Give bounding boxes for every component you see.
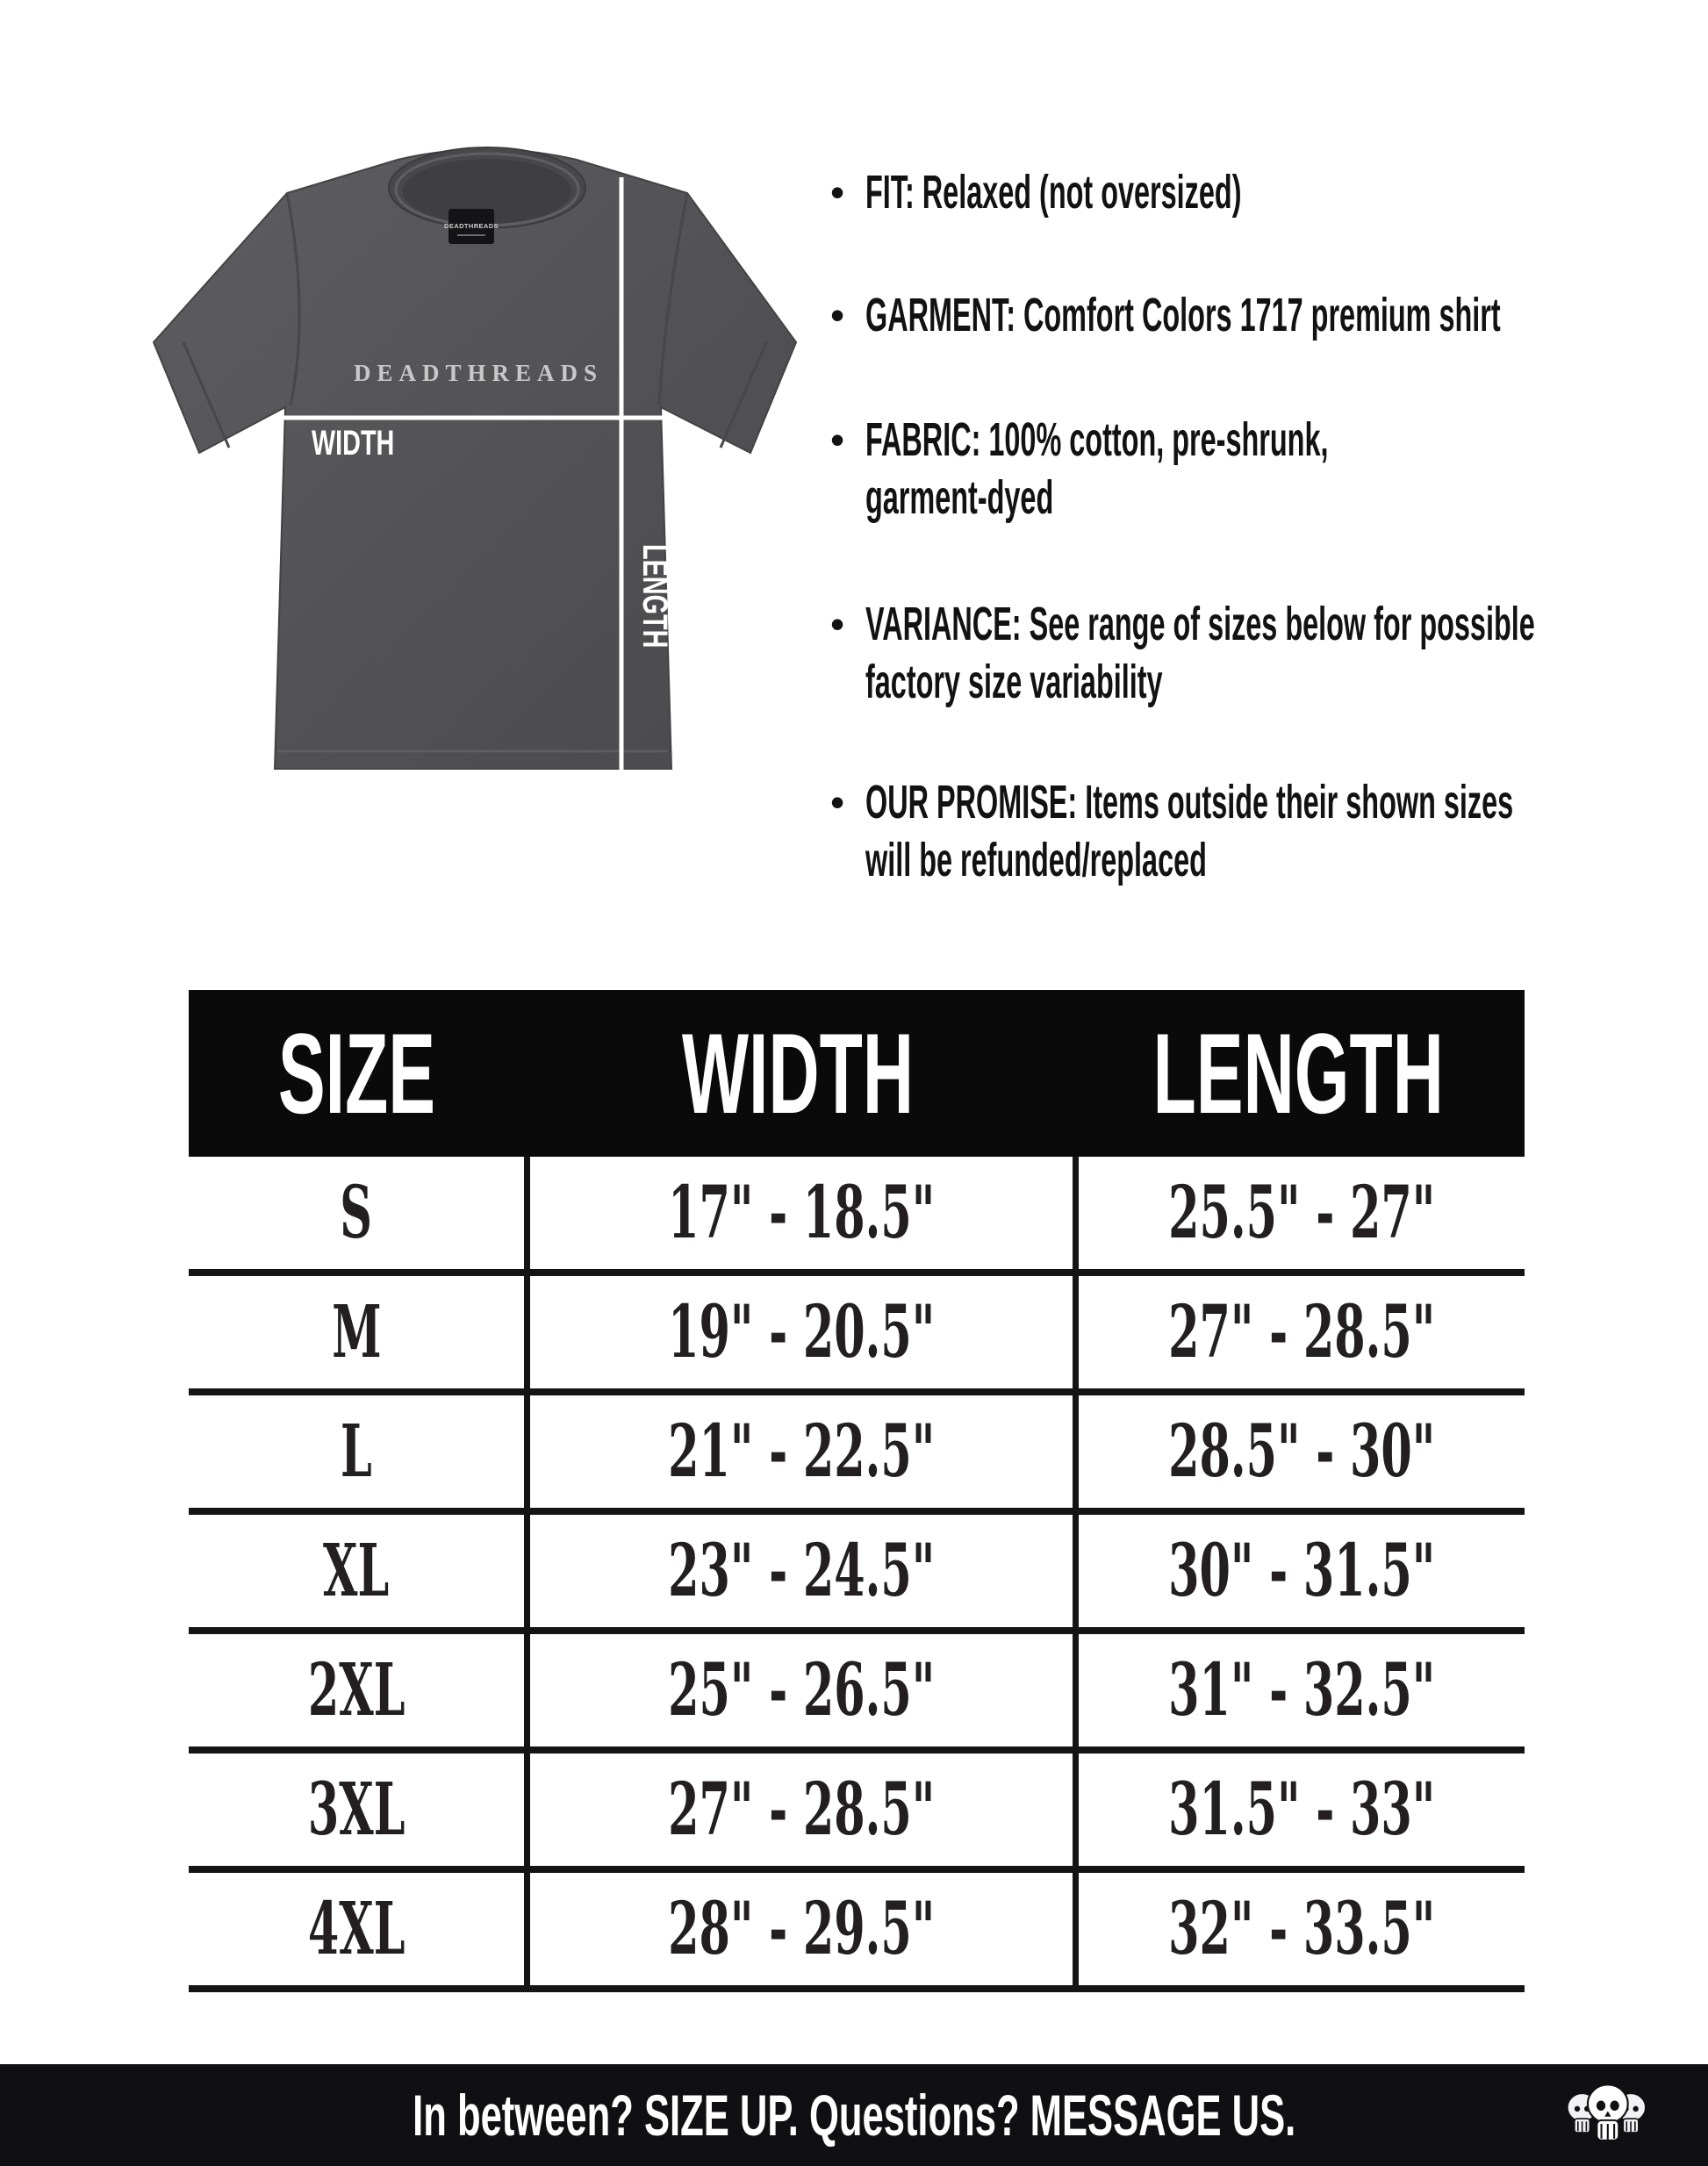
- cell-size: M: [331, 1290, 382, 1374]
- cell-width: 21" - 22.5": [524, 1395, 1073, 1508]
- spec-item-fit: [830, 163, 1492, 221]
- header-cell-length: LENGTH: [1152, 1009, 1445, 1137]
- table-row: [189, 1515, 1525, 1634]
- cell-size: 4XL: [307, 1887, 405, 1971]
- cell-length: 25.5" - 27": [1073, 1157, 1525, 1269]
- brand-print: DEADTHREADS: [353, 360, 604, 386]
- spec-text: OUR PROMISE: Items outside their shown sizes: [865, 776, 1514, 828]
- cell-width: 25" - 26.5": [524, 1634, 1073, 1746]
- tshirt-svg: [136, 112, 803, 795]
- bullet-icon: •: [830, 601, 845, 647]
- three-skulls-icon: [1562, 2075, 1654, 2155]
- table-row: [189, 1634, 1525, 1754]
- tshirt-graphic: [136, 112, 803, 795]
- bullet-icon: •: [830, 417, 845, 463]
- cell-width: 28" - 29.5": [524, 1873, 1073, 1985]
- spec-text: FIT: Relaxed (not oversized): [865, 166, 1242, 219]
- spec-text: garment-dyed: [865, 471, 1054, 524]
- cell-length: 30" - 31.5": [1073, 1515, 1525, 1627]
- table-row: [189, 1395, 1525, 1515]
- spec-item-variance: [830, 595, 1708, 711]
- cell-size: 2XL: [307, 1648, 405, 1732]
- cell-length: 31.5" - 33": [1073, 1754, 1525, 1866]
- cell-size: S: [340, 1171, 373, 1255]
- size-chart-table: [189, 990, 1525, 1992]
- table-row: [189, 1276, 1525, 1395]
- cell-size: 3XL: [307, 1768, 405, 1852]
- cell-size: L: [341, 1409, 372, 1494]
- footer-note: In between? SIZE UP. Questions? MESSAGE US.: [412, 2083, 1296, 2148]
- cell-length: 31" - 32.5": [1073, 1634, 1525, 1746]
- bullet-icon: •: [830, 169, 845, 215]
- spec-text: VARIANCE: See range of sizes below for possible: [865, 598, 1535, 650]
- cell-width: 17" - 18.5": [524, 1157, 1073, 1269]
- cell-length: 32" - 33.5": [1073, 1873, 1525, 1985]
- cell-width: 27" - 28.5": [524, 1754, 1073, 1866]
- cell-width: 19" - 20.5": [524, 1276, 1073, 1388]
- cell-size: XL: [323, 1529, 390, 1613]
- length-measure-label: LENGTH: [635, 544, 675, 649]
- spec-text: will be refunded/replaced: [865, 834, 1207, 886]
- bullet-icon: •: [830, 292, 845, 338]
- spec-item-garment: [830, 286, 1708, 344]
- spec-item-promise: [830, 773, 1708, 889]
- table-row: [189, 1157, 1525, 1276]
- neck-label-text: DEADTHREADS: [444, 222, 499, 230]
- spec-text: factory size variability: [865, 656, 1163, 708]
- header-cell-width: WIDTH: [682, 1009, 915, 1137]
- cell-width: 23" - 24.5": [524, 1515, 1073, 1627]
- table-header-row: [189, 990, 1525, 1157]
- table-row: [189, 1754, 1525, 1873]
- footer-bar: [0, 2064, 1708, 2166]
- cell-length: 27" - 28.5": [1073, 1276, 1525, 1388]
- spec-item-fabric: [830, 411, 1637, 527]
- spec-text: GARMENT: Comfort Colors 1717 premium shirt: [865, 289, 1501, 341]
- spec-text: FABRIC: 100% cotton, pre-shrunk,: [865, 413, 1329, 466]
- table-row: [189, 1873, 1525, 1992]
- cell-length: 28.5" - 30": [1073, 1395, 1525, 1508]
- width-measure-label: WIDTH: [312, 423, 395, 463]
- header-cell-size: SIZE: [277, 1009, 435, 1137]
- bullet-icon: •: [830, 779, 845, 825]
